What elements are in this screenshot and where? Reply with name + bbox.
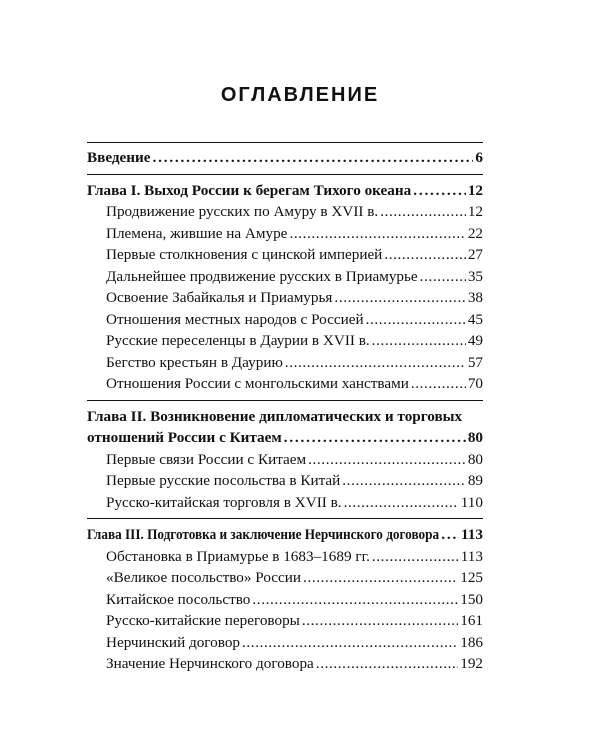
toc-subentry[interactable] bbox=[87, 373, 483, 395]
dot-leader bbox=[284, 427, 466, 449]
dot-leader bbox=[366, 309, 466, 331]
toc-subentry[interactable] bbox=[87, 201, 483, 223]
toc-entry-label: Нерчинский договор bbox=[106, 633, 241, 651]
toc-entry-page: 110 bbox=[460, 493, 483, 511]
toc-entry-page: 80 bbox=[467, 450, 483, 468]
toc-chapter-2-heading[interactable] bbox=[87, 406, 483, 428]
dot-leader bbox=[252, 589, 458, 611]
dot-leader bbox=[420, 266, 466, 288]
toc-entry-label: Обстановка в Приамурье в 1683–1689 гг. bbox=[106, 547, 370, 565]
toc-entry-page: 45 bbox=[467, 310, 483, 328]
toc-subentry[interactable] bbox=[87, 653, 483, 675]
divider bbox=[87, 142, 483, 143]
toc-entry-label: Продвижение русских по Амуру в XVII в. bbox=[106, 203, 379, 220]
toc-chapter-2[interactable] bbox=[87, 427, 483, 449]
toc-subentry[interactable] bbox=[87, 632, 483, 654]
toc-entry-page: 27 bbox=[467, 246, 483, 263]
toc-entry-label: Русские переселенцы в Даурии в XVII в. bbox=[106, 332, 370, 349]
toc-entry-label: отношений России с Китаем bbox=[87, 429, 282, 446]
toc-entry-page: 49 bbox=[467, 332, 483, 349]
dot-leader bbox=[302, 610, 458, 632]
page-title: ОГЛАВЛЕНИЕ bbox=[220, 84, 380, 106]
toc-entry-page: 80 bbox=[467, 429, 483, 446]
toc-entry-page: 113 bbox=[461, 526, 483, 543]
toc-entry-label: Глава III. Подготовка и заключение Нерчинского договора bbox=[87, 526, 440, 543]
dot-leader bbox=[285, 352, 466, 374]
toc-subentry[interactable] bbox=[87, 223, 483, 245]
toc-entry-page: 12 bbox=[467, 203, 483, 220]
toc-entry-page: 89 bbox=[467, 472, 483, 489]
dot-leader bbox=[242, 632, 458, 654]
toc-entry-page: 125 bbox=[460, 569, 483, 586]
toc-entry-label: Освоение Забайкалья и Приамурья bbox=[106, 289, 333, 306]
toc-entry-label: Китайское посольство bbox=[106, 590, 251, 608]
toc-entry-label: Отношения России с монгольскими ханствами bbox=[106, 375, 409, 392]
divider bbox=[87, 174, 483, 175]
toc-subentry[interactable] bbox=[87, 589, 483, 611]
toc-subentry[interactable] bbox=[87, 266, 483, 288]
toc-entry-page: 113 bbox=[460, 547, 483, 565]
toc-entry-label: Первые столкновения с цинской империей bbox=[106, 246, 383, 263]
toc-entry-page: 186 bbox=[460, 633, 483, 651]
toc-entry-label: Глава II. Возникновение дипломатических и торговых bbox=[87, 407, 463, 425]
dot-leader bbox=[344, 492, 459, 514]
toc-entry-label: Дальнейшее продвижение русских в Приамурье bbox=[106, 267, 418, 285]
toc-subentry[interactable] bbox=[87, 244, 483, 266]
dot-leader bbox=[413, 180, 466, 202]
dot-leader bbox=[372, 330, 466, 352]
divider bbox=[87, 400, 483, 401]
dot-leader bbox=[384, 244, 466, 266]
toc-subentry[interactable] bbox=[87, 567, 483, 589]
toc-entry-label: «Великое посольство» России bbox=[106, 569, 302, 586]
dot-leader bbox=[153, 147, 474, 169]
toc-entry-label: Введение bbox=[87, 149, 151, 166]
toc-entry-label: Племена, жившие на Амуре bbox=[106, 224, 288, 242]
dot-leader bbox=[289, 223, 465, 245]
dot-leader bbox=[334, 287, 465, 309]
toc-subentry[interactable] bbox=[87, 546, 483, 568]
toc-chapter-1[interactable] bbox=[87, 180, 483, 202]
toc-entry-label: Первые связи России с Китаем bbox=[106, 450, 307, 468]
toc-subentry[interactable] bbox=[87, 492, 483, 514]
toc-entry-page: 38 bbox=[467, 289, 483, 306]
toc-entry-page: 150 bbox=[460, 590, 483, 608]
toc-entry-page: 6 bbox=[475, 149, 483, 166]
toc-subentry[interactable] bbox=[87, 309, 483, 331]
toc-subentry[interactable] bbox=[87, 449, 483, 471]
toc-entry-page: 57 bbox=[467, 353, 483, 371]
dot-leader bbox=[380, 201, 466, 223]
toc-subentry[interactable] bbox=[87, 470, 483, 492]
toc-subentry[interactable] bbox=[87, 610, 483, 632]
toc-entry-page: 70 bbox=[467, 375, 483, 392]
table-of-contents bbox=[87, 142, 483, 675]
toc-entry-label: Бегство крестьян в Даурию bbox=[106, 353, 283, 371]
divider bbox=[87, 518, 483, 519]
toc-entry-introduction[interactable] bbox=[87, 147, 483, 169]
toc-entry-label: Русско-китайские переговоры bbox=[106, 612, 300, 629]
toc-entry-label: Глава I. Выход России к берегам Тихого океана bbox=[87, 181, 412, 199]
toc-subentry[interactable] bbox=[87, 330, 483, 352]
toc-entry-label: Русско-китайская торговля в XVII в. bbox=[106, 493, 342, 511]
dot-leader bbox=[441, 524, 459, 546]
toc-entry-page: 192 bbox=[460, 655, 483, 672]
dot-leader bbox=[372, 546, 459, 568]
toc-entry-page: 161 bbox=[460, 612, 483, 629]
toc-entry-label: Значение Нерчинского договора bbox=[106, 655, 314, 672]
dot-leader bbox=[316, 653, 458, 675]
toc-chapter-3[interactable] bbox=[87, 524, 483, 546]
dot-leader bbox=[308, 449, 466, 471]
toc-entry-label: Первые русские посольства в Китай bbox=[106, 472, 341, 489]
toc-entry-page: 12 bbox=[467, 181, 483, 199]
toc-subentry[interactable] bbox=[87, 352, 483, 374]
dot-leader bbox=[342, 470, 466, 492]
toc-entry-page: 35 bbox=[467, 267, 483, 285]
dot-leader bbox=[411, 373, 466, 395]
toc-subentry[interactable] bbox=[87, 287, 483, 309]
dot-leader bbox=[303, 567, 458, 589]
toc-entry-page: 22 bbox=[467, 224, 483, 242]
toc-entry-label: Отношения местных народов с Россией bbox=[106, 310, 364, 328]
